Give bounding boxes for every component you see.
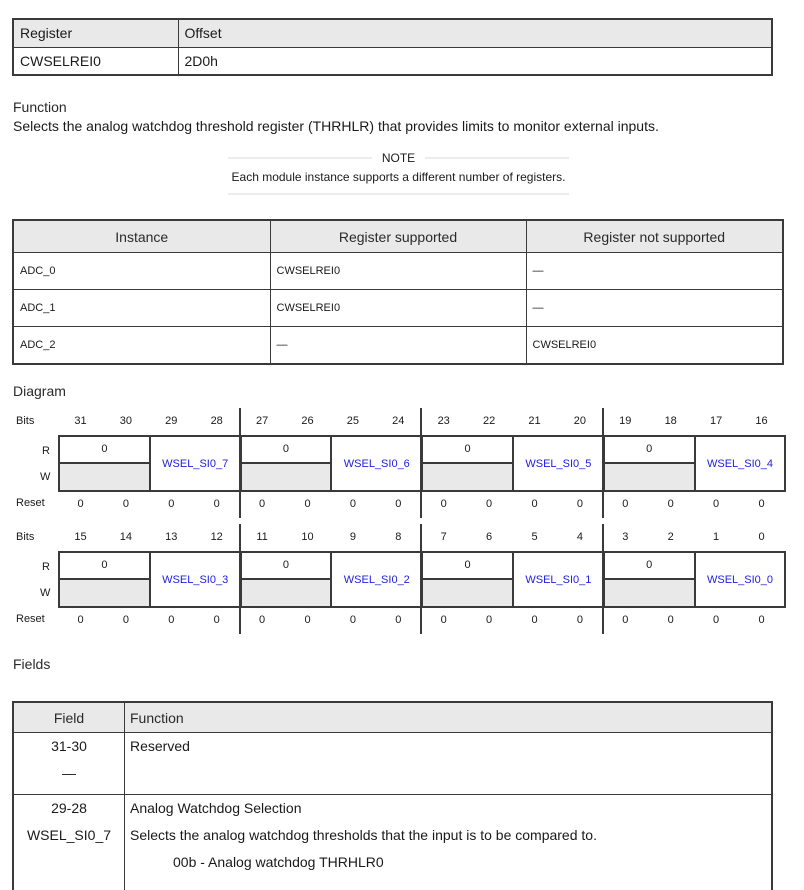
field-bits: 29-28 [51,800,87,816]
reset-row-label: Reset [16,613,45,625]
reset-value: 0 [576,614,583,626]
register-supported: CWSELREI0 [270,253,526,290]
reset-value: 0 [168,498,175,510]
field-function-title: Reserved [130,738,190,754]
bit-number: 24 [392,415,405,427]
reserved-write-area [60,578,149,606]
reset-value: 0 [486,498,493,510]
reset-value: 0 [531,498,538,510]
function-header: Function [125,702,773,733]
table-row [13,290,783,327]
field-function-title: Analog Watchdog Selection [130,800,302,816]
field-name: WSEL_SI0_7 [26,827,112,843]
reset-value: 0 [622,498,629,510]
reset-value: 0 [304,498,311,510]
function-description: Selects the analog watchdog threshold register (THRHLR) that provides limits to monitor external inputs. [13,118,659,134]
instance-table-header [13,220,783,253]
register-not-supported: — [526,253,783,290]
field-name: — [62,765,76,781]
nibble-divider [239,524,241,634]
note-divider-bottom [228,193,569,195]
field-function-description: Selects the analog watchdog thresholds that the input is to be compared to. [130,827,597,843]
reset-value: 0 [440,614,447,626]
bit-number: 22 [482,415,496,427]
register-supported: CWSELREI0 [270,290,526,327]
reset-value: 0 [304,614,311,626]
bitfield-wsel-si0-0[interactable] [694,551,787,608]
bit-number: 6 [486,531,493,543]
reserved-read-value: 0 [464,559,471,571]
bitfield-name[interactable]: WSEL_SI0_4 [706,457,774,470]
reserved-read-value: 0 [646,443,653,455]
reset-value: 0 [349,498,356,510]
reset-value: 0 [622,614,629,626]
bitfield-name[interactable]: WSEL_SI0_7 [162,457,229,470]
register-header: Register [13,19,178,47]
reset-value: 0 [440,498,447,510]
bit-number: 30 [119,415,133,427]
register-not-supported-header: Register not supported [526,220,783,253]
bit-number: 8 [395,531,402,543]
bit-number: 1 [713,531,720,543]
instance-name: ADC_1 [13,290,270,327]
table-row [13,733,772,795]
reset-value: 0 [168,614,175,626]
reset-value: 0 [395,614,402,626]
reset-value: 0 [122,614,129,626]
bit-number: 10 [301,531,314,543]
reset-value: 0 [259,498,266,510]
note-title: NOTE [381,151,416,165]
instance-header: Instance [13,220,270,253]
reset-value: 0 [667,614,674,626]
offset-header: Offset [178,19,772,47]
reset-value: 0 [349,614,356,626]
reserved-read-value: 0 [646,559,653,571]
bit-number: 16 [755,415,768,427]
note-box [228,150,569,195]
bit-number: 28 [210,415,223,427]
bit-number: 20 [573,415,587,427]
field-bits: 31-30 [51,738,87,754]
write-row-label: W [40,471,51,483]
reserved-write-area [60,462,149,490]
reserved-write-area [605,462,694,490]
read-row-label: R [42,561,50,573]
bitfield-name[interactable]: WSEL_SI0_0 [706,573,774,586]
note-divider-right [425,157,569,159]
note-text: Each module instance supports a different number of registers. [231,170,566,184]
bit-number: 2 [667,531,674,543]
reset-value: 0 [77,498,84,510]
reset-value: 0 [531,614,538,626]
reserved-write-area [423,578,512,606]
function-label: Function [13,99,67,115]
bitfield-wsel-si0-7[interactable] [149,435,242,492]
bitfield-wsel-si0-4[interactable] [694,435,787,492]
reserved-read-value: 0 [101,559,108,571]
register-supported: — [270,327,526,364]
table-row [13,253,783,290]
reserved-read-value: 0 [282,559,290,571]
bit-number: 23 [437,415,450,427]
register-not-supported: — [526,290,783,327]
field-function-value: 00b - Analog watchdog THRHLR0 [173,854,384,870]
fields-table [12,701,773,890]
reserved-bitfield [421,551,514,608]
reset-value: 0 [213,498,220,510]
read-row-label: R [42,445,50,457]
reset-value: 0 [713,498,720,510]
reserved-bitfield [58,435,151,492]
table-row [13,327,783,364]
bitfield-wsel-si0-1[interactable] [512,551,605,608]
bit-number: 17 [709,415,723,427]
bit-number: 26 [301,415,314,427]
bit-number: 21 [528,415,541,427]
bit-number: 15 [74,531,87,543]
bits-row-label: Bits [16,531,35,543]
reserved-bitfield [240,551,333,608]
bit-number: 31 [74,415,87,427]
bitfield-name[interactable]: WSEL_SI0_2 [343,573,410,586]
bit-number: 9 [349,531,356,543]
reserved-read-value: 0 [282,443,290,455]
register-table-header [13,19,772,47]
register-offset: 2D0h [178,47,772,75]
reset-value: 0 [213,614,220,626]
reserved-bitfield [240,435,333,492]
reset-value: 0 [486,614,493,626]
reset-value: 0 [758,498,765,510]
bitfield-name[interactable]: WSEL_SI0_3 [162,573,229,586]
bitfield-wsel-si0-6[interactable] [330,435,423,492]
bit-number: 19 [619,415,632,427]
register-not-supported: CWSELREI0 [526,327,783,364]
reset-value: 0 [77,614,84,626]
register-diagram-upper [0,405,804,520]
bitfield-name[interactable]: WSEL_SI0_5 [525,457,592,470]
bitfield-name[interactable]: WSEL_SI0_1 [525,573,592,586]
reserved-write-area [242,462,331,490]
nibble-divider [602,408,604,518]
reset-value: 0 [259,614,266,626]
fields-table-header [13,702,772,733]
reset-value: 0 [713,614,720,626]
field-header: Field [13,702,125,733]
bit-number: 5 [531,531,538,543]
note-divider-left [228,157,372,159]
reserved-write-area [605,578,694,606]
reserved-bitfield [603,551,696,608]
reserved-read-value: 0 [101,443,108,455]
reset-value: 0 [576,498,583,510]
instance-name: ADC_2 [13,327,270,364]
reset-value: 0 [758,614,765,626]
reserved-bitfield [421,435,514,492]
bitfield-wsel-si0-3[interactable] [149,551,242,608]
bits-row-label: Bits [16,415,35,427]
register-supported-header: Register supported [270,220,526,253]
reserved-write-area [242,578,331,606]
nibble-divider [602,524,604,634]
instance-support-table [12,219,784,365]
nibble-divider [420,408,422,518]
bit-number: 7 [440,531,447,543]
bit-number: 25 [346,415,360,427]
write-row-label: W [40,587,51,599]
table-row [13,795,772,890]
register-offset-table [12,18,773,76]
bit-number: 11 [256,531,268,543]
reset-value: 0 [667,498,674,510]
bit-number: 14 [119,531,133,543]
register-diagram-lower [0,521,804,636]
register-table-row [13,47,772,75]
bit-number: 29 [165,415,178,427]
fields-label: Fields [13,656,51,672]
reset-row-label: Reset [16,497,45,509]
bit-number: 13 [165,531,178,543]
bitfield-wsel-si0-2[interactable] [330,551,423,608]
nibble-divider [239,408,241,518]
bit-number: 4 [576,531,583,543]
bitfield-name[interactable]: WSEL_SI0_6 [343,457,410,470]
diagram-label: Diagram [13,383,66,399]
bit-number: 18 [664,415,677,427]
instance-name: ADC_0 [13,253,270,290]
bitfield-wsel-si0-5[interactable] [512,435,605,492]
reserved-write-area [423,462,512,490]
reserved-read-value: 0 [464,443,471,455]
reset-value: 0 [122,498,129,510]
bit-number: 12 [210,531,223,543]
bit-number: 0 [758,531,765,543]
reserved-bitfield [58,551,151,608]
reserved-bitfield [603,435,696,492]
bit-number: 3 [622,531,629,543]
register-name: CWSELREI0 [13,47,178,75]
reset-value: 0 [395,498,402,510]
bit-number: 27 [255,415,269,427]
nibble-divider [420,524,422,634]
